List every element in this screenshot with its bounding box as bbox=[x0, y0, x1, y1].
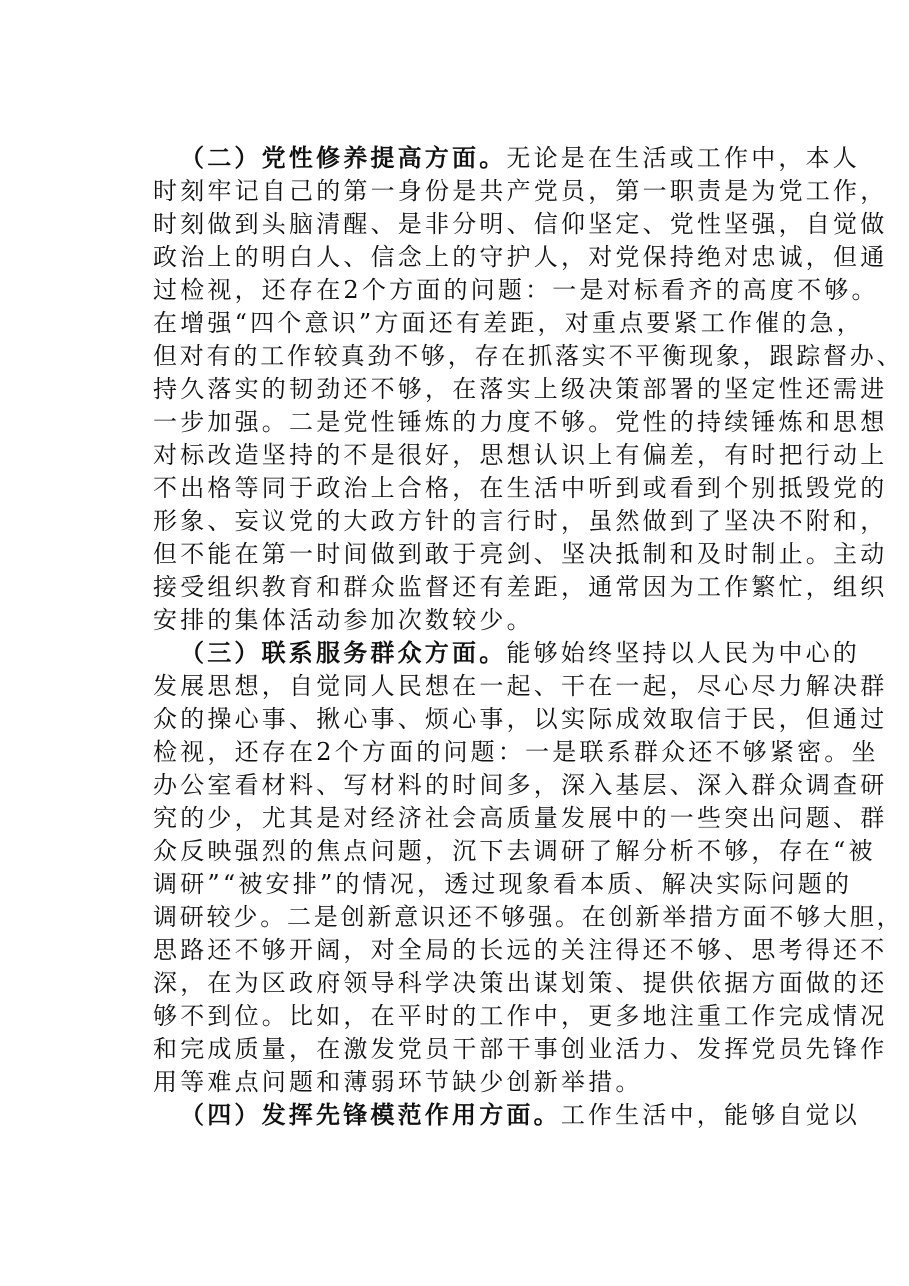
paragraph-2-first-line bbox=[180, 140, 860, 176]
paragraph-4-first-line bbox=[180, 1097, 860, 1133]
paragraph-3-line-9: 调研较少。二是创新意识还不够强。在创新举措方面不够大胆， bbox=[153, 903, 904, 931]
paragraph-3-line-13: 和完成质量，在激发党员干部干事创业活力、发挥党员先锋作 bbox=[153, 1035, 888, 1063]
paragraph-3-line-10: 思路还不够开阔，对全局的长远的关注得还不够、思考得还不 bbox=[153, 936, 888, 964]
paragraph-2-line-2: 时刻牢记自己的第一身份是共产党员，第一职责是为党工作， bbox=[153, 177, 888, 205]
paragraph-2-line-5: 过检视，还存在2个方面的问题：一是对标看齐的高度不够。 bbox=[153, 276, 879, 304]
paragraph-3-line-12: 够不到位。比如，在平时的工作中，更多地注重工作完成情况 bbox=[153, 1002, 888, 1030]
paragraph-2-line-1: 无论是在生活或工作中，本人 bbox=[506, 144, 861, 172]
paragraph-3-heading: （三）联系服务群众方面。 bbox=[180, 638, 507, 667]
paragraph-3-line-8: 调研”“被安排”的情况，透过现象看本质、解决实际问题的 bbox=[153, 870, 853, 898]
paragraph-3-line-6: 究的少，尤其是对经济社会高质量发展中的一些突出问题、群 bbox=[153, 804, 888, 832]
paragraph-2-line-10: 对标改造坚持的不是很好，思想认识上有偏差，有时把行动上 bbox=[153, 441, 888, 469]
paragraph-2-line-15: 安排的集体活动参加次数较少。 bbox=[153, 606, 534, 634]
paragraph-3-line-4: 检视，还存在2个方面的问题：一是联系群众还不够紧密。坐 bbox=[153, 738, 879, 766]
paragraph-3-line-11: 深，在为区政府领导科学决策出谋划策、提供依据方面做的还 bbox=[153, 969, 888, 997]
paragraph-2-heading: （二）党性修养提高方面。 bbox=[180, 143, 507, 172]
paragraph-4-line-1: 工作生活中，能够自觉以 bbox=[560, 1101, 861, 1129]
paragraph-3-line-2: 发展思想，自觉同人民想在一起、干在一起，尽心尽力解决群 bbox=[153, 672, 888, 700]
paragraph-2-line-3: 时刻做到头脑清醒、是非分明、信仰坚定、党性坚强，自觉做 bbox=[153, 210, 888, 238]
paragraph-3-first-line bbox=[180, 635, 860, 671]
paragraph-2-line-8: 持久落实的韧劲还不够，在落实上级决策部署的坚定性还需进 bbox=[153, 375, 888, 403]
paragraph-3-line-14: 用等难点问题和薄弱环节缺少创新举措。 bbox=[153, 1068, 643, 1096]
paragraph-2-line-14: 接受组织教育和群众监督还有差距，通常因为工作繁忙，组织 bbox=[153, 573, 888, 601]
paragraph-2-line-13: 但不能在第一时间做到敢于亮剑、坚决抵制和及时制止。主动 bbox=[153, 540, 888, 568]
paragraph-2-line-4: 政治上的明白人、信念上的守护人，对党保持绝对忠诚，但通 bbox=[153, 243, 888, 271]
paragraph-3-line-3: 众的操心事、揪心事、烦心事，以实际成效取信于民，但通过 bbox=[153, 705, 888, 733]
paragraph-4-heading: （四）发挥先锋模范作用方面。 bbox=[180, 1100, 561, 1129]
paragraph-2-line-7: 但对有的工作较真劲不够，存在抓落实不平衡现象，跟踪督办、 bbox=[153, 342, 904, 370]
paragraph-2-line-6: 在增强“四个意识”方面还有差距，对重点要紧工作催的急， bbox=[153, 309, 864, 337]
paragraph-2-line-11: 不出格等同于政治上合格，在生活中听到或看到个别抵毁党的 bbox=[153, 474, 888, 502]
paragraph-2-line-12: 形象、妄议党的大政方针的言行时，虽然做到了坚决不附和， bbox=[153, 507, 888, 535]
paragraph-3-line-1: 能够始终坚持以人民为中心的 bbox=[506, 639, 861, 667]
paragraph-3-line-7: 众反映强烈的焦点问题，沉下去调研了解分析不够，存在“被 bbox=[153, 837, 876, 865]
paragraph-2-line-9: 一步加强。二是党性锤炼的力度不够。党性的持续锤炼和思想 bbox=[153, 408, 888, 436]
paragraph-3-line-5: 办公室看材料、写材料的时间多，深入基层、深入群众调查研 bbox=[153, 771, 888, 799]
